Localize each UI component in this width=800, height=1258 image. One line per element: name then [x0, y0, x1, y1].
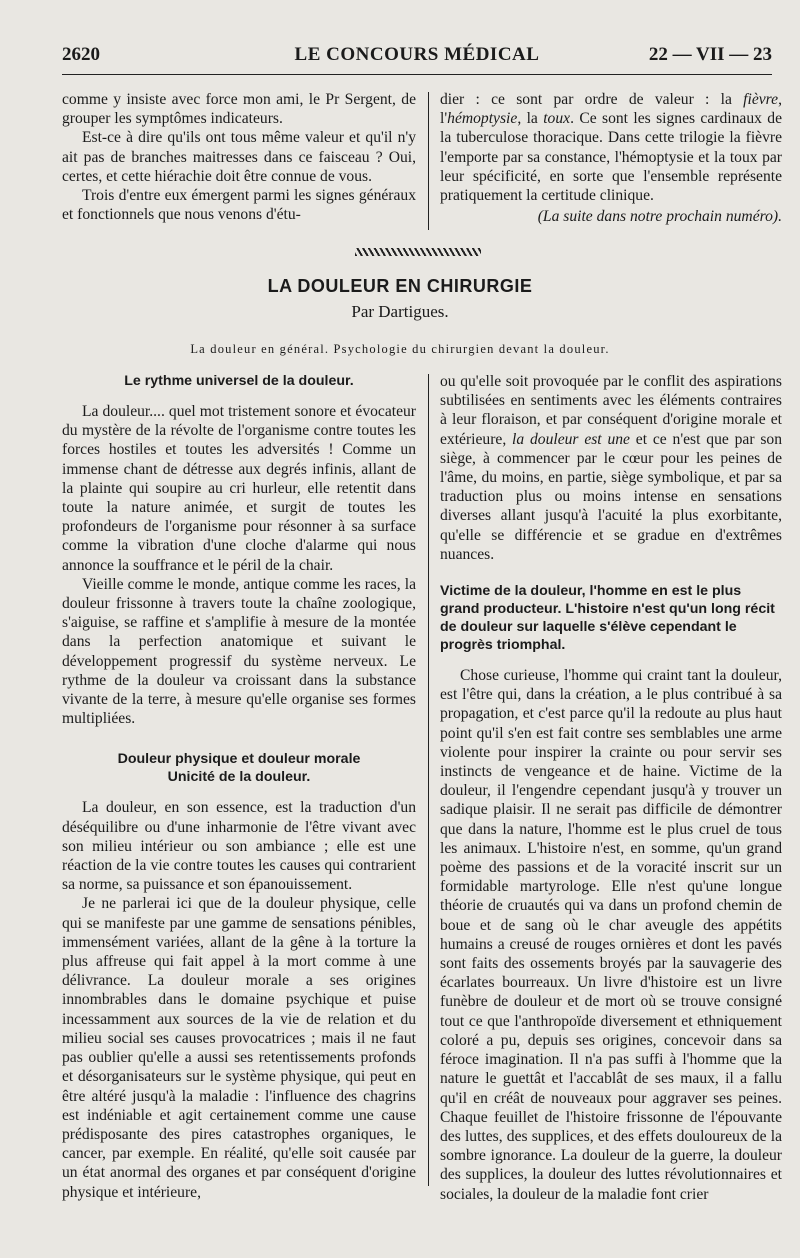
article-byline: Par Dartigues.: [351, 302, 449, 321]
paragraph: La douleur, en son essence, est la traduction d'un déséquilibre ou d'une inharmonie de l'être vivant avec son milieu intérieur ou son ambiance ; elle est une réaction de la vie contre toutes les causes qui contrarient sa norme, sa puissance et son épanouissement.: [62, 799, 416, 894]
paragraph: Je ne parlerai ici que de la douleur physique, celle qui se manifeste par une gamme de sensations pénibles, immensément variées, allant de la gêne à la torture la plus affreuse qui fait appel à la mort comme à une délivrance. La douleur morale a ses origines innombrables dans le domaine psychique et puise incessamment aux sources de la vie de relation et du milieu social ses causes provocatrices ; mais il ne faut pas oublier qu'elle a aussi ses retentissements profonds et désorganisateurs sur le système physique, qui peut en être altéré jusqu'à la maladie : l'influence des chagrins est indéniable et agit certainement comme une cause prédisposante des pires catastrophes organiques, le cancer, par exemple. En réalité, qu'elle soit causée par un état anormal des organes et par conséquent d'origine physique et intérieure,: [62, 895, 416, 1201]
paragraph: Chose curieuse, l'homme qui craint tant la douleur, est l'être qui, dans la création, a le plus contribué à sa propagation, et c'est parce qu'il la redoute au plus haut point qu'il s'en est fait contre ses semblables une arme violente pour inspirer la crainte ou pour servir ses instincts de vengeance et de haine. Victime de la douleur, il l'engendre cependant jusqu'à y trouver un sadique plaisir. Il ne serait pas difficile de démontrer que dans la nature, l'homme est le plus cruel de tous les animaux. L'histoire n'est, en somme, qu'un grand poème des passions et de la voracité inscrit sur un formidable martyrologe. Elle n'est qu'une longue théorie de cruautés qui va dans un profond chemin de boue et de sang où le char aveugle des appétits humains a creusé de rouges ornières et dont les pavés sont faits des ossements broyés par la sauvagerie des écarlates bourreaux. Un livre d'histoire est un livre funèbre de douleur et de mort où se trouve consigné tout ce que l'anthropoïde diversement et ethniquement coloré a pu, depuis ses origines, concevoir dans sa féroce imagination. Il n'a pas suffi à l'homme que la nature le guettât et l'accablât de ses maux, il a fallu qu'il en créât de nouveaux pour aggraver ses peines. Chaque feuillet de l'histoire frissonne de l'épouvante des luttes, des supplices, et des effets douloureux de la sombre ignorance. La douleur de la guerre, la douleur des supplices, la douleur des luttes révolutionnaires et sociales, la douleur de la maladie font crier: [440, 667, 782, 1203]
top-left-column: [62, 90, 416, 224]
paragraph: La douleur.... quel mot tristement sonore et évocateur du mystère de la révolte de l'organisme contre toutes les forces hostiles et toutes les adversités ! Comme un immense chant de détresse aux degrés infinis, allant de la plainte qui soupire au cri hurleur, elle retentit dans toute la nature animée, et surgit de toutes les profondeurs de l'organisme pour résonner à sa surface comme la vibration d'une cloche d'alarme qui nous annonce la souffrance et le péril de la chair.: [62, 403, 416, 574]
page-number: 2620: [62, 44, 100, 65]
paragraph: dier : ce sont par ordre de valeur : la fièvre, l'hémoptysie, la toux. Ce sont les signes cardinaux de la tuberculose thoracique. Dans cette trilogie la fièvre l'emporte par sa constance, l'hémoptysie et la toux par leur spécificité, en sorte que l'ensemble représente pratiquement la certitude clinique.: [440, 91, 782, 205]
paragraph: Trois d'entre eux émergent parmi les signes généraux et fonctionnels que nous venons d'étu-: [62, 187, 416, 224]
top-right-column: [440, 90, 782, 226]
continued-note: (La suite dans notre prochain numéro).: [537, 208, 782, 226]
article-title: LA DOULEUR EN CHIRURGIE: [267, 276, 533, 296]
journal-title: LE CONCOURS MÉDICAL: [294, 44, 540, 65]
main-right-column: [440, 372, 782, 1204]
section-heading: Le rythme universel de la douleur.: [124, 373, 354, 389]
section-heading: Douleur physique et douleur morale Unicité de la douleur.: [117, 751, 361, 786]
column-divider: [428, 92, 429, 230]
paragraph: ou qu'elle soit provoquée par le conflit des aspirations subtilisées en sentiments avec les éléments contraires à leur floraison, et par conséquent d'origine morale et extérieure, la douleur est une et ce n'est que par son siège, à commencer par le cœur pour les peines de l'âme, du moins, en partie, siège symbolique, et par sa traduction plus ou moins intense en sensations diverses allant jusqu'à l'acuité la plus exorbitante, qu'elle se différencie et se gradue en d'extrêmes nuances.: [440, 373, 782, 563]
article-subtitle: La douleur en général. Psychologie du chirurgien devant la douleur.: [190, 342, 610, 356]
running-header: [62, 44, 772, 70]
section-heading: Victime de la douleur, l'homme en est le plus grand producteur. L'histoire n'est qu'un long récit de douleur sur laquelle s'élève cependant le progrès triomphal.: [440, 583, 775, 654]
paragraph: Est-ce à dire qu'ils ont tous même valeur et qu'il n'y ait pas de branches maitresses dans ce faisceau ? Oui, certes, et cette hiérachie doit être connue de vous.: [62, 129, 416, 185]
header-rule: [62, 74, 772, 75]
main-left-column: [62, 372, 416, 1202]
paragraph: Vieille comme le monde, antique comme les races, la douleur frissonne à travers toute la chaîne zoologique, s'aiguise, se raffine et s'amplifie à mesure de la montée dans la perfection anatomique et suivant le développement progressif du système nerveux. Le rythme de la douleur va croissant dans la substance vivante de la terre, à mesure qu'elle organise ses formes multipliées.: [62, 575, 416, 728]
column-divider: [428, 374, 429, 1186]
paragraph: comme y insiste avec force mon ami, le Pr Sergent, de grouper les symptômes indicateurs.: [62, 91, 416, 128]
ornamental-divider: [355, 248, 481, 256]
issue-date: 22 — VII — 23: [648, 44, 772, 65]
